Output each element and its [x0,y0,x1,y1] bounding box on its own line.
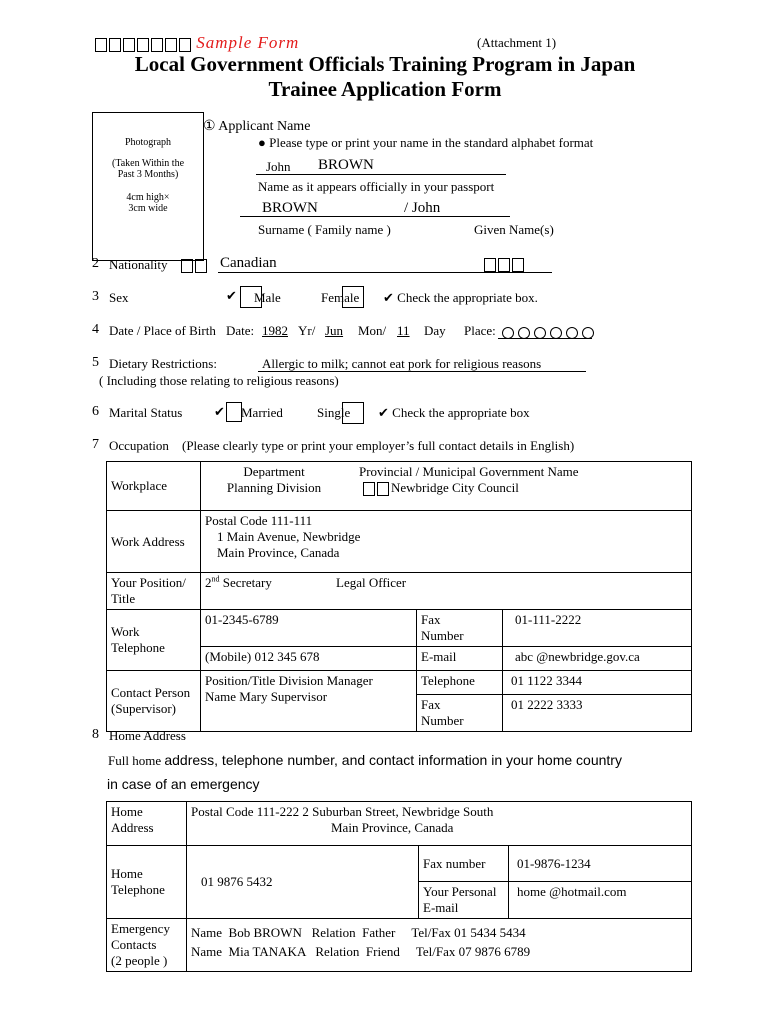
attachment-label: (Attachment 1) [477,35,557,50]
birth-yr-label: Yr/ [298,323,316,338]
nationality-value[interactable]: Canadian [220,255,277,271]
marital-check: ✔ [214,404,225,419]
contact-pos: Position/Title Division Manager [205,673,373,688]
occupation-label: Occupation [109,438,169,453]
birth-label: Date / Place of Birth [109,323,216,338]
sex-note: ✔ Check the appropriate box. [383,290,538,305]
home-num: 8 [92,727,99,742]
first-name-value[interactable]: John [266,159,291,174]
birth-year[interactable]: 1982 [262,323,288,338]
email-label: E-mail [417,647,503,671]
home-email-label-2: E-mail [423,900,459,915]
marital-label: Marital Status [109,405,183,420]
last-name-value[interactable]: BROWN [318,157,374,173]
name-instruction-text: Please type or print your name in the standard alphabet format [269,135,594,150]
home-tel-label [107,846,187,919]
dept-label: Department [243,464,305,479]
birth-num: 4 [92,322,99,337]
fax-label-1: Fax [421,612,441,627]
single-label: Single [317,405,351,420]
single-checkbox[interactable] [342,402,364,424]
position-cell[interactable] [201,573,692,610]
sample-form-mark [95,33,299,53]
contact-tel[interactable]: 01 1122 3344 [503,671,692,695]
marital-note: ✔ Check the appropriate box [378,405,530,420]
home-address-label-2: Address [111,820,154,835]
birth-day-label: Day [424,323,446,338]
name-instruction: ● Please type or print your name in the standard alphabet format [258,135,594,150]
surname-underline [240,216,510,217]
emergency-label-1: Emergency [111,921,170,936]
photo-taken-1: (Taken Within the [111,158,185,169]
position-label-2: Title [111,591,136,606]
diet-label: Dietary Restrictions: [109,356,217,371]
birth-date-label: Date: [226,323,255,338]
contact-label-1: Contact Person [111,685,191,700]
occupation-table [106,461,692,732]
home-email[interactable]: home @hotmail.com [509,882,692,919]
home-note-prefix: Full home [108,753,162,768]
diet-underline [258,371,586,372]
emergency-label [107,919,187,972]
nationality-marks [181,257,209,273]
birth-mon-label: Mon/ [358,323,387,338]
fax-label [417,610,503,647]
home-tel[interactable]: 01 9876 5432 [187,846,419,919]
gov-value-text: Newbridge City Council [391,480,519,495]
work-tel[interactable]: 01-2345-6789 [201,610,417,647]
mobile-cell[interactable] [201,647,417,671]
emergency-label-3: (2 people ) [111,953,168,968]
diet-num: 5 [92,355,99,370]
position-1-sup: nd [211,575,220,584]
home-fax[interactable]: 01-9876-1234 [509,846,692,882]
home-tel-row-1 [107,846,692,882]
position-label-1: Your Position/ [111,575,186,590]
photo-taken-2: Past 3 Months) [117,169,179,180]
position-2: Legal Officer [336,575,407,590]
home-addr-2: Main Province, Canada [331,820,454,835]
birth-place-label: Place: [464,323,496,338]
given-name-value[interactable]: / John [404,200,441,216]
home-address-row [107,802,692,846]
contact-fax-label-1: Fax [421,697,441,712]
work-tel-label [107,610,201,671]
home-email-label-1: Your Personal [423,884,497,899]
home-address-label-1: Home [111,804,143,819]
position-1-num: 2 [205,575,212,591]
photo-size-1: 4cm high× [126,192,170,203]
birth-month[interactable]: Jun [325,323,344,338]
home-table [106,801,692,972]
workplace-label: Workplace [107,462,201,511]
male-label: Male [254,290,281,305]
married-checkbox[interactable] [226,402,242,422]
work-address-label: Work Address [107,511,201,573]
emergency-contact-1: Name Bob BROWN Relation Father Tel/Fax 01 5434 5434 [191,925,526,940]
applicant-name-heading: ① Applicant Name [203,119,311,134]
work-addr-2: Main Province, Canada [217,545,340,560]
home-address-label [107,802,187,846]
work-postal: Postal Code 111-111 [205,513,313,528]
contact-cell[interactable] [201,671,417,732]
diet-sub: ( Including those relating to religious reasons) [99,373,339,388]
name-underline [256,174,506,175]
gov-value [359,480,579,496]
emergency-row [107,919,692,972]
home-label: Home Address [109,728,186,743]
surname-caption: Surname ( Family name ) [258,222,391,237]
home-email-label [419,882,509,919]
emergency-label-2: Contacts [111,937,157,952]
gov-label: Provincial / Municipal Government Name [359,464,579,479]
telephone-row-1 [107,610,692,647]
emergency-cell[interactable] [187,919,692,972]
home-address-cell[interactable] [187,802,692,846]
nationality-num: 2 [92,256,99,271]
birth-place-underline [498,338,592,339]
page-title: Local Government Officials Training Program in Japan [134,52,636,76]
workplace-cell[interactable] [201,462,692,511]
occupation-instruction: (Please clearly type or print your employer’s full contact details in English) [182,438,575,453]
home-fax-label: Fax number [419,846,509,882]
occupation-num: 7 [92,437,99,452]
contact-row-1 [107,671,692,695]
home-tel-label-2: Telephone [111,882,165,897]
contact-tel-label: Telephone [417,671,503,695]
surname-value[interactable]: BROWN [262,200,318,216]
sex-check: ✔ [226,288,237,303]
position-row [107,573,692,610]
work-address-row [107,511,692,573]
marital-num: 6 [92,404,99,419]
mobile-value: (Mobile) 012 345 678 [205,649,320,664]
nationality-label: Nationality [109,257,168,272]
contact-label-2: (Supervisor) [111,701,176,716]
married-label: Married [241,405,283,420]
contact-fax-label [417,695,503,732]
work-address-cell[interactable] [201,511,692,573]
sex-num: 3 [92,289,99,304]
position-label [107,573,201,610]
contact-fax-label-2: Number [421,713,464,728]
female-label: Female [321,290,360,305]
dept-value: Planning Division [226,480,322,495]
given-caption: Given Name(s) [474,222,554,237]
home-note-1 [108,752,622,769]
home-tel-label-1: Home [111,866,143,881]
nationality-underline [218,272,552,273]
emergency-contact-2: Name Mia TANAKA Relation Friend Tel/Fax 07 9876 6789 [191,944,531,959]
position-1 [205,575,272,590]
passport-caption: Name as it appears officially in your passport [258,179,495,194]
sample-label: Sample Form [196,33,300,52]
female-checkbox[interactable] [342,286,364,308]
photo-box[interactable] [92,112,204,261]
work-email[interactable]: abc @newbridge.gov.ca [503,647,692,671]
work-tel-label-1: Work [111,624,140,639]
workplace-row [107,462,692,511]
home-note-text: address, telephone number, and contact information in your home country [164,752,622,768]
work-tel-label-2: Telephone [111,640,165,655]
birth-day[interactable]: 11 [397,323,410,338]
photo-label: Photograph [124,137,172,148]
home-addr-1: Postal Code 111-222 2 Suburban Street, Newbridge South [191,804,494,819]
page-subtitle: Trainee Application Form [268,77,502,101]
work-addr-1: 1 Main Avenue, Newbridge [217,529,361,544]
home-note-2: in case of an emergency [107,776,260,792]
contact-name: Name Mary Supervisor [205,689,328,704]
position-1-rest: Secretary [219,575,272,591]
contact-fax[interactable]: 01 2222 3333 [503,695,692,732]
sex-label: Sex [109,290,129,305]
fax-label-2: Number [421,628,464,643]
photo-size-2: 3cm wide [128,203,168,214]
nationality-marks-2 [484,256,526,272]
work-fax[interactable]: 01-111-2222 [503,610,692,647]
contact-label [107,671,201,732]
diet-value[interactable]: Allergic to milk; cannot eat pork for religious reasons [262,356,542,371]
